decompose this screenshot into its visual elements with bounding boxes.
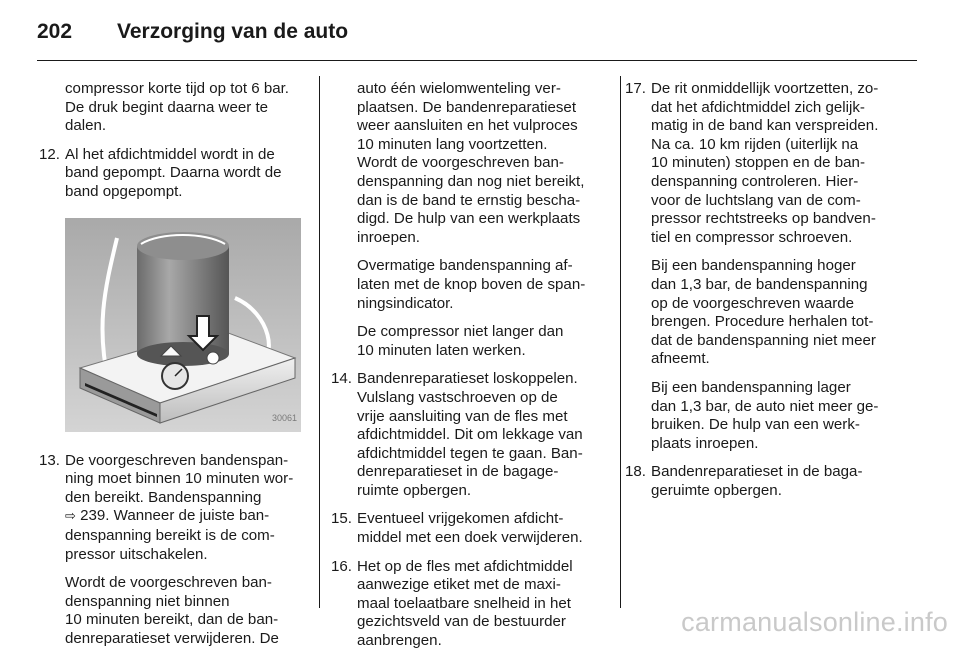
step-16: 16. Het op de fles met afdichtmiddel aanwezige etiket met de maxi- maal toelaatbare snelheid in het gezichtsveld van de bestuurder aanbrengen. (331, 557, 573, 650)
step-number: 17. (625, 80, 646, 97)
continued-paragraph: auto één wielomwenteling ver- plaatsen. De bandenreparatieset weer aansluiten en het vulproces 10 minuten lang voortzetten. Wordt de voorgeschreven ban- denspanning dan nog niet bereikt, dan is de band te ernstig bescha- digd. De hulp van een werkplaats inroepen. (357, 80, 585, 246)
column-3 (625, 80, 910, 510)
page-header (37, 14, 917, 54)
step-13-note: Wordt de voorgeschreven ban- denspanning niet binnen 10 minuten bereikt, dan de ban- denreparatieset verwijderen. De (65, 574, 279, 647)
bottle-cap (137, 232, 229, 260)
column-1 (39, 80, 309, 659)
step-14: 14. Bandenreparatieset loskoppelen. Vulslang vastschroeven op de vrije aansluiting van de fles met afdichtmiddel. Dit om lekkage van afdichtmiddel tegen te gaan. Ban- denreparatieset in de bagage- ruimte opbergen. (331, 370, 583, 499)
page-number: 202 (37, 20, 73, 43)
column-divider (319, 76, 320, 608)
step-12: 12. Al het afdichtmiddel wordt in de band gepompt. Daarna wordt de band opgepompt. (39, 145, 282, 200)
button (207, 352, 219, 364)
watermark: carmanualsonline.info (681, 607, 948, 637)
step-15: 15. Eventueel vrijgekomen afdicht- middel met een doek verwijderen. (331, 510, 583, 547)
step-number: 16. (331, 557, 352, 575)
pressure-note: Overmatige bandenspanning af- laten met de knop boven de span- ningsindicator. (357, 257, 586, 312)
step-number: 13. (39, 451, 60, 469)
step-number: 15. (331, 510, 352, 528)
page-reference-icon: ⇨ (65, 509, 76, 525)
step-number: 12. (39, 145, 60, 163)
figure-number: 30061 (271, 412, 297, 423)
compressor-time-note: De compressor niet langer dan 10 minuten laten werken. (357, 323, 564, 359)
column-2 (331, 80, 611, 661)
step-17: 17. De rit onmiddellijk voortzetten, zo- dat het afdichtmiddel zich gelijk- matig in de band kan verspreiden. Na ca. 10 km rijden (uiterlijk na 10 minuten) stoppen en de ban- denspanning controleren. Hier- voor de luchtslang van de com- pressor rechtstreeks op bandven- tiel en compressor schroeven. Bij een bandenspanning hoger dan 1,3 bar, de bandenspanning op de voorgeschreven waarde brengen. Procedure herhalen tot- dat de bandenspanning niet meer afneemt. Bij een bandenspanning lager dan 1,3 bar, de auto niet meer ge- bruiken. De hulp van een werk- plaats inroepen. (625, 80, 910, 453)
header-divider (37, 60, 917, 61)
page-title: Verzorging van de auto (117, 20, 349, 43)
column-divider (620, 76, 621, 608)
page-reference: 239. Wanneer de juiste ban- (75, 507, 270, 525)
step-number: 18. (625, 463, 646, 481)
step-17-note-high: Bij een bandenspanning hoger dan 1,3 bar, de bandenspanning op de voorgeschreven waarde brengen. Procedure herhalen tot- dat de bandenspanning niet meer afneemt. (651, 257, 876, 368)
continued-paragraph: compressor korte tijd op tot 6 bar. De druk begint daarna weer te dalen. (65, 80, 289, 135)
step-18: 18. Bandenreparatieset in de baga- geruimte opbergen. (625, 463, 863, 499)
step-number: 14. (331, 370, 352, 388)
compressor-illustration (65, 218, 301, 432)
step-13: 13. De voorgeschreven bandenspan- ning moet binnen 10 minuten wor- den bereikt. Bandenspanning ⇨ 239. Wanneer de juiste ban- denspanning bereikt is de com- pressor uitschakelen. Wordt de voorgeschreven ban- denspanning niet binnen 10 minuten bereikt, dan de ban- denreparatieset verwijderen. De (39, 452, 309, 649)
step-17-note-low: Bij een bandenspanning lager dan 1,3 bar, de auto niet meer ge- bruiken. De hulp van een werk- plaats inroepen. (651, 378, 879, 452)
